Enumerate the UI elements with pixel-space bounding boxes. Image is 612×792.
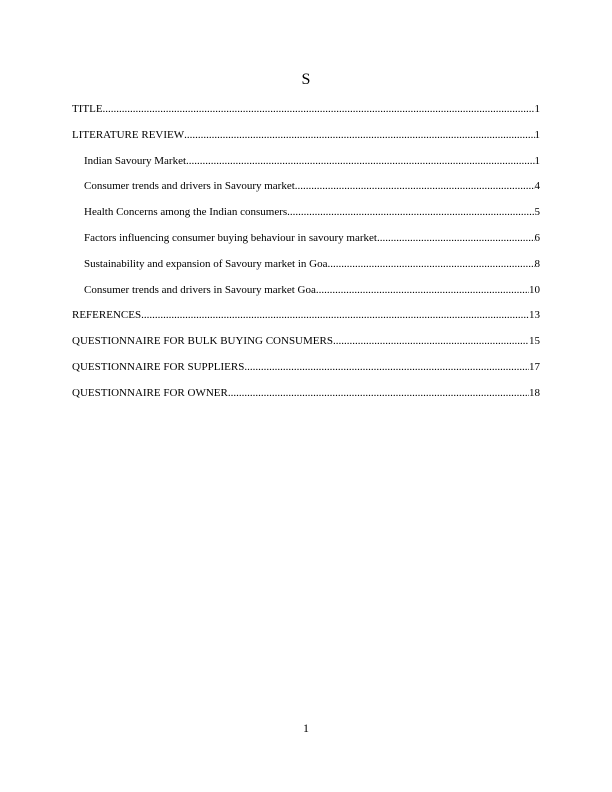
toc-entry-indian-savoury-market[interactable] [72, 152, 540, 178]
toc-entry-health-concerns[interactable] [72, 203, 540, 229]
toc-entry-consumer-trends-goa[interactable] [72, 281, 540, 307]
toc-entry-page: 1 [534, 154, 540, 167]
toc-entry-label: REFERENCES [72, 309, 142, 322]
toc-entry-page: 5 [534, 206, 540, 219]
toc-entry-questionnaire-suppliers[interactable] [72, 358, 540, 384]
toc-entry-label: Consumer trends and drivers in Savoury market Goa [84, 283, 316, 296]
toc-entry-page: 1 [534, 128, 540, 141]
toc-leader-dots [103, 100, 535, 118]
toc-leader-dots [295, 177, 535, 195]
toc-entry-page: 6 [534, 231, 540, 244]
toc-entry-page: 1 [534, 103, 540, 115]
toc-entry-page: 4 [534, 180, 540, 193]
toc-leader-dots [287, 203, 534, 221]
toc-entry-questionnaire-owner[interactable] [72, 384, 540, 410]
toc-entry-label: LITERATURE REVIEW [72, 128, 185, 141]
toc-entry-label: Health Concerns among the Indian consumers [84, 206, 288, 219]
toc-entry-label: Consumer trends and drivers in Savoury market [84, 180, 295, 193]
toc-entry-questionnaire-bulk[interactable] [72, 332, 540, 358]
toc-entry-label: Sustainability and expansion of Savoury market in Goa [84, 257, 328, 270]
toc-entry-page: 13 [529, 309, 540, 322]
toc-entry-label: QUESTIONNAIRE FOR OWNER [72, 386, 228, 399]
toc-entry-page: 17 [529, 360, 540, 373]
toc-entry-page: 18 [529, 386, 540, 399]
toc-leader-dots [186, 152, 534, 170]
toc-entry-label: Indian Savoury Market [84, 154, 187, 167]
toc-entry-page: 8 [534, 257, 540, 270]
toc-entry-literature-review[interactable] [72, 126, 540, 152]
toc-entry-references[interactable] [72, 306, 540, 332]
toc-leader-dots [377, 229, 535, 247]
toc-entry-page: 15 [529, 335, 540, 348]
toc-entry-sustainability-goa[interactable] [72, 255, 540, 281]
table-of-contents [72, 100, 540, 410]
toc-leader-dots [333, 332, 529, 350]
toc-entry-label: QUESTIONNAIRE FOR BULK BUYING CONSUMERS [72, 335, 333, 348]
toc-leader-dots [327, 255, 534, 273]
toc-entry-page: 10 [529, 283, 540, 296]
toc-leader-dots [184, 126, 534, 144]
toc-entry-title[interactable] [72, 100, 540, 126]
toc-heading: S [301, 71, 311, 88]
toc-entry-buying-behaviour[interactable] [72, 229, 540, 255]
toc-entry-label: QUESTIONNAIRE FOR SUPPLIERS [72, 360, 245, 373]
toc-leader-dots [244, 358, 529, 376]
toc-entry-consumer-trends[interactable] [72, 177, 540, 203]
toc-entry-label: TITLE [72, 103, 103, 115]
toc-entry-label: Factors influencing consumer buying behaviour in savoury market [84, 231, 377, 244]
toc-leader-dots [141, 306, 529, 324]
toc-leader-dots [316, 281, 529, 299]
page-number: 1 [303, 721, 309, 735]
toc-leader-dots [228, 384, 529, 402]
